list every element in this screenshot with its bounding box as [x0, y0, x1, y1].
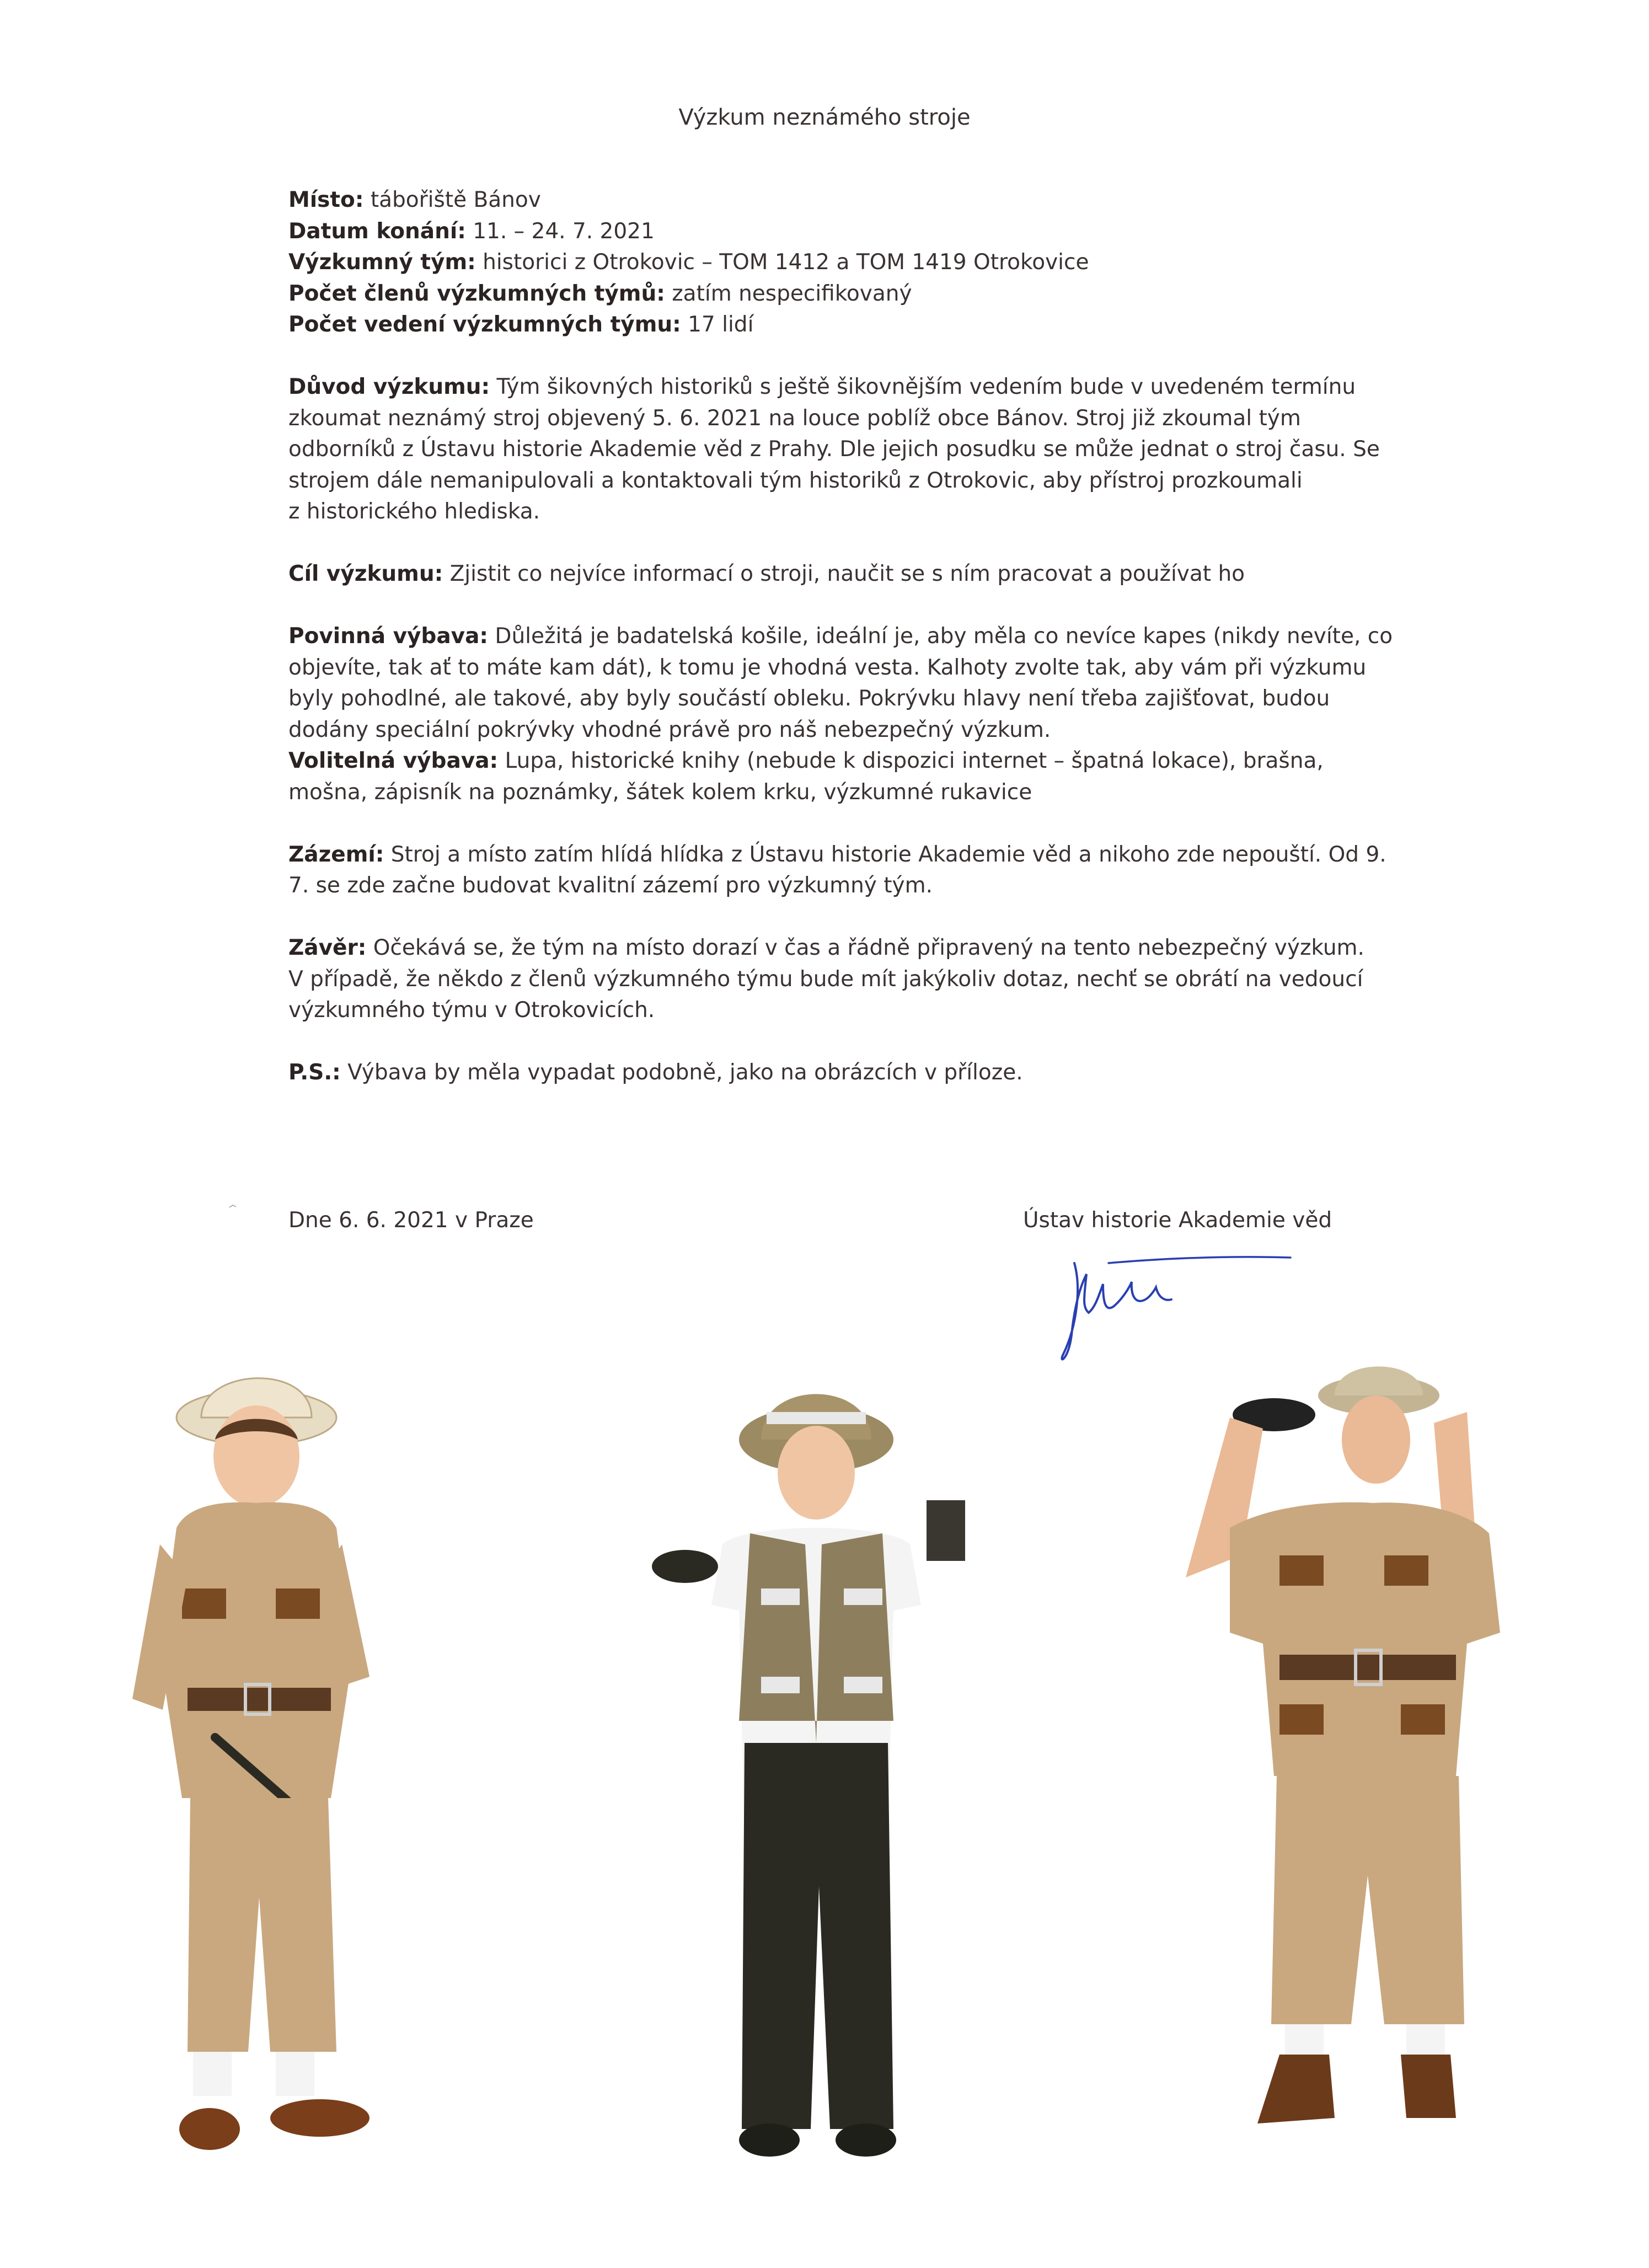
- figure-boy-explorer-vest: [634, 1346, 993, 2190]
- section-base: Zázemí: Stroj a místo zatím hlídá hlídka z Ústavu historie Akademie věd a nikoho zde nepouští. Od 9. 7. se zde začne budovat kvalitní zázemí pro výzkumný tým.: [288, 842, 1386, 898]
- scan-speck: [229, 1204, 237, 1208]
- info-leader-count: Počet vedení výzkumných týmu: 17 lidí: [288, 312, 754, 337]
- info-member-count: Počet členů výzkumných týmů: zatím nespecifikovaný: [288, 281, 912, 306]
- issuing-organization: Ústav historie Akademie věd: [1023, 1208, 1332, 1233]
- document-body: [288, 185, 1393, 1089]
- figure-man-safari-costume: [1147, 1346, 1533, 2190]
- figure-boy-safari-costume: [110, 1346, 452, 2190]
- section-reason: Důvod výzkumu: Tým šikovných historiků s ještě šikovnějším vedením bude v uvedeném termínu zkoumat neznámý stroj objevený 5. 6. 2021 na louce poblíž obce Bánov. Stroj již zkoumal tým odborníků z Ústavu historie Akademie věd z Prahy. Dle jejich posudku se může jednat o stroj času. Se strojem dále nemanipulovali a kontaktovali tým historiků z Otrokovic, aby přístroj prozkoumali z historického hlediska.: [288, 375, 1380, 524]
- info-dates: Datum konání: 11. – 24. 7. 2021: [288, 218, 655, 244]
- section-ps: P.S.: Výbava by měla vypadat podobně, jako na obrázcích v příloze.: [288, 1060, 1023, 1085]
- info-place: Místo: tábořiště Bánov: [288, 188, 541, 212]
- issue-date: Dne 6. 6. 2021 v Praze: [288, 1208, 534, 1233]
- section-goal: Cíl výzkumu: Zjistit co nejvíce informací o stroji, naučit se s ním pracovat a používat ho: [288, 561, 1245, 586]
- section-optional-gear: Volitelná výbava: Lupa, historické knihy (nebude k dispozici internet – špatná lokace), brašna, mošna, zápisník na poznámky, šátek kolem krku, výzkumné rukavice: [288, 748, 1324, 805]
- document-title: Výzkum neznámého stroje: [678, 105, 971, 130]
- info-team: Výzkumný tým: historici z Otrokovic – TOM 1412 a TOM 1419 Otrokovice: [288, 250, 1089, 275]
- section-conclusion: Závěr: Očekává se, že tým na místo dorazí v čas a řádně připravený na tento nebezpečný výzkum. V případě, že někdo z členů výzkumného týmu bude mít jakýkoliv dotaz, nechť se obrátí na vedoucí výzkumného týmu v Otrokovicích.: [288, 935, 1364, 1023]
- section-required-gear: Povinná výbava: Důležitá je badatelská košile, ideální je, aby měla co nevíce kapes (nikdy nevíte, co objevíte, tak ať to máte kam dát), k tomu je vhodná vesta. Kalhoty zvolte tak, aby vám při výzkumu byly pohodlné, ale takové, aby byly součástí obleku. Pokrývku hlavy není třeba zajišťovat, budou dodány speciální pokrývky vhodné právě pro náš nebezpečný výzkum.: [288, 624, 1393, 742]
